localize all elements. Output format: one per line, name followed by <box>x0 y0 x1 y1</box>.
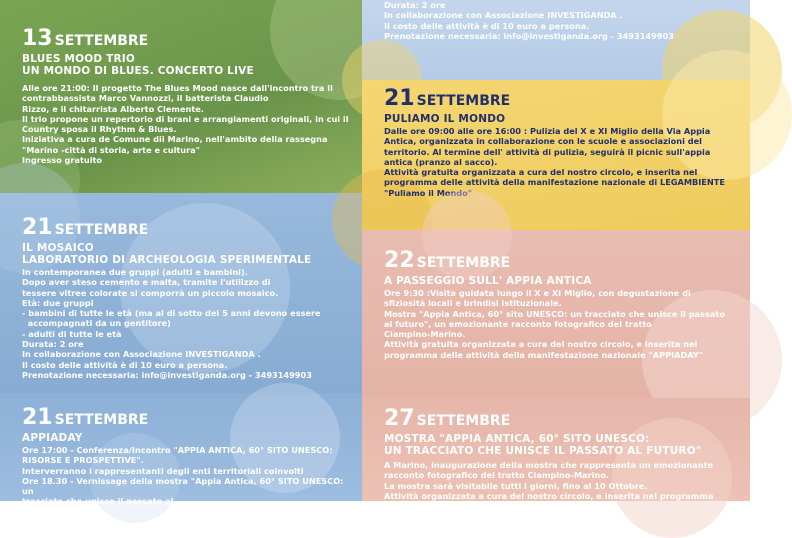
event-title: A PASSEGGIO SULL' APPIA ANTICA <box>384 275 592 287</box>
event-panel-21-settembre-mosaico <box>0 193 362 393</box>
event-title: BLUES MOOD TRIO UN MONDO DI BLUES. CONCERTO LIVE <box>22 53 254 77</box>
event-date: 21 SETTEMBRE <box>22 405 149 430</box>
event-date: 21 SETTEMBRE <box>22 215 149 240</box>
event-date: 22 SETTEMBRE <box>384 248 511 273</box>
event-date: 27 SETTEMBRE <box>384 406 511 431</box>
event-description: Ore 17:00 - Conferenza/Incontro "APPIA ANTICA, 60° SITO UNESCO: RISORSE E PROSPETTIVE". Interverranno i rappresentanti degli enti territoriali coinvolti Ore 18.30 - Vernissage della mostra "Appia Antica, 60° SITO UNESCO: un tracciato che unisce il passato al <box>22 445 344 507</box>
event-date: 21 SETTEMBRE <box>384 86 511 111</box>
event-description: Durata: 2 ore In collaborazione con Associazione INVESTIGANDA . Il costo delle attività è di 10 euro a persona. Prenotazione necessaria: info@investiganda.org - 3493149903 <box>384 0 674 41</box>
event-description: Ore 9:30 :Visita guidata lungo il X e XI Miglio, con degustazione di sfiziosità locali e brindisi istituzionale. Mostra "Appia Antica, 60° sito UNESCO: un tracciato che unisce il passato al futuro", un emozionante racconto fotografico del tratto Ciampino-Marino. Attività gratuita organizzata a cura del nostro circolo, e inserita nel programma delle attività della manifestazione nazionale "APPIADAY" <box>384 288 725 360</box>
event-description: Dalle ore 09:00 alle ore 16:00 : Pulizia del X e XI Miglio della Via Appia Antica, organizzata in collaborazione con le scuole e associazioni del territorio. Al termine dell' attività di pulizia, seguirà il picnic sull'appia antica (pranzo al sacco). Attività gratuita organizzata a cura del nostro circolo, e inserita nel programma delle attività della manifestazione nazionale di LEGAMBIENTE "Puliamo il Mondo" <box>384 126 725 198</box>
event-title: PULIAMO IL MONDO <box>384 113 506 125</box>
event-description: In contemporanea due gruppi (adulti e bambini). Dopo aver steso cemento e malta, tramite l'utilizzo di tessere vitree colorate si comporrà un piccolo mosaico. Età: due gruppi - bambini di tutte le età (ma al di sotto dei 5 anni devono essere accompagnati da un gentitore) - adulti di tutte le età Durata: 2 ore In collaborazione con Associazione INVESTIGANDA . Il costo delle attività è di 10 euro a persona. Prenotazione necessaria: info@investiganda.org - 3493149903 <box>22 267 321 380</box>
event-description: Alle ore 21:00: Il progetto The Blues Mood nasce dall'incontro tra il contrabbassista Marco Vannozzi, il batterista Claudio Rizzo, e il chitarrista Alberto Clemente. Il trio propone un repertorio di brani e arrangiamenti originali, in cui il Country sposa il Rhythm & Blues. Iniziativa a cura de Comune dii Marino, nell'ambito della rassegna "Marino -città di storia, arte e cultura" Ingresso gratuito <box>22 83 349 166</box>
event-panel-13-settembre <box>0 0 362 193</box>
event-title: APPIADAY <box>22 432 83 444</box>
event-panel-22-settembre <box>362 230 750 398</box>
event-panel-27-settembre <box>362 398 750 501</box>
event-date: 13 SETTEMBRE <box>22 26 149 51</box>
event-panel-21-settembre-puliamo <box>362 80 750 230</box>
event-panel-21-settembre-appiaday <box>0 393 362 507</box>
event-description: A Marino, inaugurazione della mostra che rappresenta un emozionante racconto fotografico del tratto Ciampino-Marino. La mostra sarà visitabile tutti i giorni, fino al 10 Ottobre. Attività organizzata a cura del nostro circolo, e inserita nel programma <box>384 460 714 501</box>
event-title: IL MOSAICO LABORATORIO DI ARCHEOLOGIA SPERIMENTALE <box>22 242 312 266</box>
event-title: MOSTRA "APPIA ANTICA, 60° SITO UNESCO: UN TRACCIATO CHE UNISCE IL PASSATO AL FUTURO" <box>384 433 702 457</box>
